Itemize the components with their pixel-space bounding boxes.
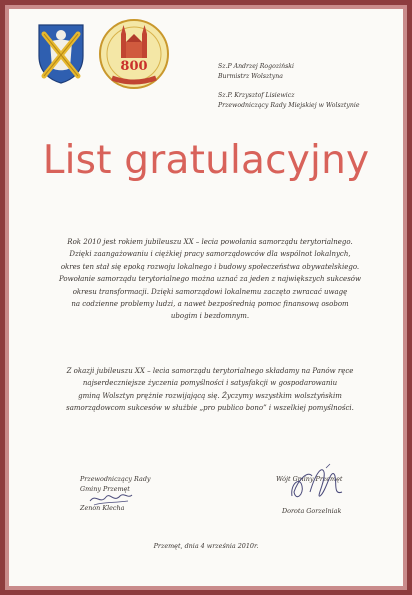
paragraph-line: Z okazji jubileuszu XX – lecia samorządu terytorialnego składamy na Panów ręce (66, 367, 354, 375)
paragraph-line: ubogim i bezdomnym. (170, 312, 250, 321)
paragraph-line: Dzięki zaangażowaniu i ciężkiej pracy samorządowców dla wspólnot lokalnych, (69, 250, 351, 259)
paragraph-line: najserdeczniejsze życzenia pomyślności i satysfakcji w gospodarowaniu (82, 379, 338, 388)
signatory-left-role: Przewodniczący Rady (80, 475, 151, 483)
paragraph-line: Powołanie samorządu terytorialnego można uznać za jeden z największych sukcesów (59, 275, 361, 284)
addressee-2-name: Sz.P. Krzysztof Lisiewicz (218, 92, 295, 99)
anniversary-seal-icon (98, 18, 170, 90)
coat-of-arms-icon (36, 22, 86, 84)
signatory-right-role: Wójt Gminy Przemęt (276, 475, 343, 483)
addressee-1-name: Sz.P Andrzej Rogoziński (218, 63, 294, 70)
signatory-right-name: Dorota Gorzelniak (282, 507, 342, 515)
paragraph-line: okresu transformacji. Dzięki samorządowi lokalnemu zaczęto zwracać uwagę (72, 287, 348, 296)
paragraph-line: okres ten stał się epoką rozwoju lokalnego i budowy społeczeństwa obywatelskiego. (60, 262, 360, 271)
paragraph-1 (40, 236, 380, 323)
paragraph-line: na codzienne problemy ludzi, a nawet bezpośrednią pomoc finansową osobom (71, 300, 349, 309)
addressees-block (218, 62, 398, 111)
letter-title: List gratulacyjny (42, 138, 370, 183)
place-and-date: Przemęt, dnia 4 września 2010r. (153, 542, 259, 550)
signatory-left-name: Zenon Klecha (80, 504, 125, 512)
seal-year: 800 (120, 59, 148, 74)
handwritten-signature-right (286, 462, 352, 506)
paragraph-line: Rok 2010 jest rokiem jubileuszu XX – lecia powołania samorządu terytorialnego. (67, 238, 353, 246)
addressee-1-role: Burmistrz Wolsztyna (218, 73, 283, 80)
paragraph-line: gminą Wolsztyn prężnie rozwijającą się. Życzymy wszystkim wolsztyńskim (78, 391, 342, 400)
handwritten-signature-left (88, 487, 134, 511)
addressee-2-role: Przewodniczący Rady Miejskiej w Wolsztynie (218, 102, 360, 109)
paragraph-2 (40, 365, 380, 415)
signatory-left-org: Gminy Przemęt (80, 485, 130, 493)
paragraph-line: samorządowcom sukcesów w służbie „pro publico bono” i wszelkiej pomyślności. (66, 404, 354, 413)
